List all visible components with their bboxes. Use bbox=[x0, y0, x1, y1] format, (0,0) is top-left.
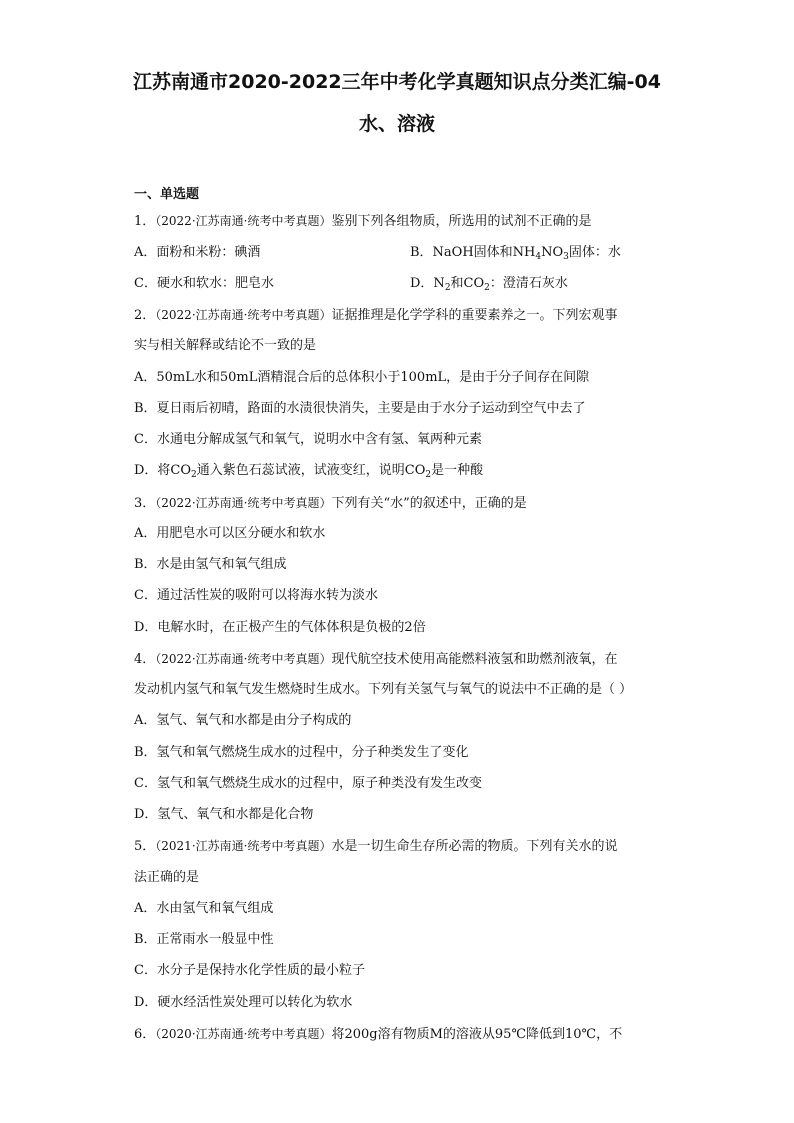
question-1-stem: 1．（2022·江苏南通·统考中考真题）鉴别下列各组物质，所选用的试剂不正确的是 bbox=[134, 214, 592, 229]
question-1-option-c: C．硬水和软水：肥皂水 bbox=[134, 276, 274, 291]
question-1-option-b: B．NaOH固体和$NH_4NO_3$固体：水 bbox=[410, 245, 621, 262]
question-4-option-a: A．氢气、氧气和水都是由分子构成的 bbox=[134, 713, 352, 728]
question-5-stem: 5．（2021·江苏南通·统考中考真题）水是一切生命生存所必需的物质。下列有关水的说 bbox=[134, 839, 618, 854]
question-5-option-d: D．硬水经活性炭处理可以转化为软水 bbox=[134, 995, 353, 1010]
question-5-option-c: C．水分子是保持水化学性质的最小粒子 bbox=[134, 963, 365, 978]
question-3-option-d: D．电解水时，在正极产生的气体体积是负极的2倍 bbox=[134, 620, 426, 635]
question-4-stem: 4．（2022·江苏南通·统考中考真题）现代航空技术使用高能燃料液氢和助燃剂液氧，在 bbox=[134, 652, 618, 667]
question-1-option-d: D．$N_2$和$CO_2$：澄清石灰水 bbox=[410, 276, 568, 293]
question-4-option-b: B．氢气和氧气燃烧生成水的过程中，分子种类发生了变化 bbox=[134, 745, 469, 760]
page-subtitle: 水、溶液 bbox=[358, 113, 435, 135]
question-3-option-a: A．用肥皂水可以区分硬水和软水 bbox=[134, 526, 326, 541]
question-5-option-b: B．正常雨水一般显中性 bbox=[134, 932, 274, 947]
section-heading: 一、单选题 bbox=[134, 187, 200, 202]
question-3-option-c: C．通过活性炭的吸附可以将海水转为淡水 bbox=[134, 588, 378, 603]
question-3-option-b: B．水是由氢气和氧气组成 bbox=[134, 557, 287, 572]
question-4-stem-cont: 发动机内氢气和氧气发生燃烧时生成水。下列有关氢气与氧气的说法中不正确的是（ ） bbox=[134, 682, 633, 697]
question-2-stem-cont: 实与相关解释或结论不一致的是 bbox=[134, 338, 317, 353]
question-5-stem-cont: 法正确的是 bbox=[134, 870, 200, 885]
question-2-option-b: B．夏日雨后初晴，路面的水渍很快消失，主要是由于水分子运动到空气中去了 bbox=[134, 401, 586, 416]
question-3-stem: 3．（2022·江苏南通·统考中考真题）下列有关“水”的叙述中，正确的是 bbox=[134, 496, 527, 511]
question-1-option-a: A．面粉和米粉：碘酒 bbox=[134, 245, 261, 260]
question-4-option-d: D．氢气、氧气和水都是化合物 bbox=[134, 807, 314, 822]
question-2-stem: 2．（2022·江苏南通·统考中考真题）证据推理是化学学科的重要素养之一。下列宏观事 bbox=[134, 308, 618, 323]
question-2-option-a: A．50mL水和50mL酒精混合后的总体积小于100mL，是由于分子间存在间隙 bbox=[134, 370, 590, 385]
question-4-option-c: C．氢气和氧气燃烧生成水的过程中，原子种类没有发生改变 bbox=[134, 776, 482, 791]
question-5-option-a: A．水由氢气和氧气组成 bbox=[134, 901, 274, 916]
page-title: 江苏南通市2020-2022三年中考化学真题知识点分类汇编-04 bbox=[133, 71, 661, 93]
question-2-option-d: D．将$CO_2$通入紫色石蕊试液，试液变红，说明$CO_2$是一种酸 bbox=[134, 463, 484, 480]
question-2-option-c: C．水通电分解成氢气和氧气，说明水中含有氢、氧两种元素 bbox=[134, 432, 482, 447]
question-6-stem: 6．（2020·江苏南通·统考中考真题）将200g溶有物质M的溶液从95℃降低到10℃，不 bbox=[134, 1027, 623, 1042]
